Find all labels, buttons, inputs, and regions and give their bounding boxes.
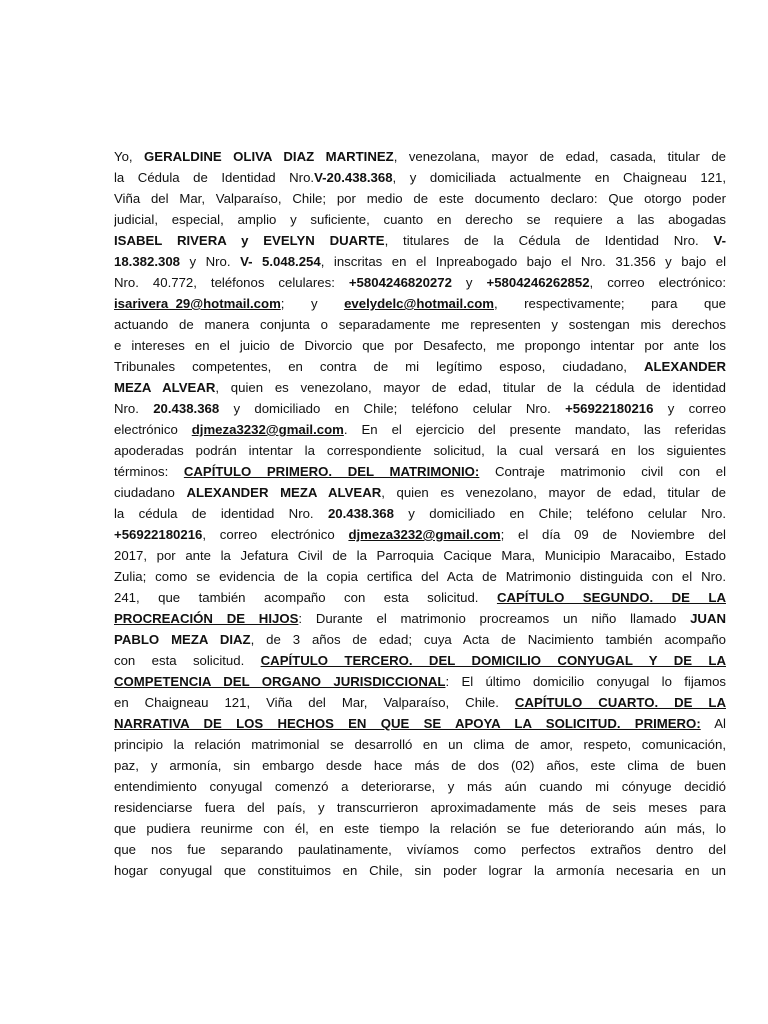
text-run: Nro. 40.772, teléfonos celulares:: [114, 275, 349, 290]
text-run: Al: [700, 716, 726, 731]
text-line: [114, 692, 726, 713]
underlined-text: CAPÍTULO SEGUNDO. DE LA: [496, 590, 726, 605]
text-line: [114, 587, 726, 608]
text-line: [114, 377, 726, 398]
text-run: actuando de manera conjunta o separadamente me representen y sostengan mis derechos: [114, 317, 726, 332]
underlined-text: COMPETENCIA DEL ORGANO JURISDICCIONAL: [114, 674, 446, 689]
text-line: [114, 209, 726, 230]
text-run: , quien es venezolano, mayor de edad, titular de: [381, 485, 726, 500]
bold-text: ISABEL RIVERA y EVELYN DUARTE: [114, 233, 385, 248]
text-run: en Chaigneau 121, Viña del Mar, Valparaíso, Chile.: [114, 695, 515, 710]
text-line: [114, 650, 726, 671]
text-line: [114, 734, 726, 755]
text-run: residenciarse fuera del país, y transcurrieron aproximadamente más de seis meses para: [114, 800, 726, 815]
text-run: ciudadano: [114, 485, 187, 500]
text-run: con esta solicitud.: [114, 653, 261, 668]
text-run: . En el ejercicio del presente mandato, las referidas: [343, 422, 726, 437]
text-line: [114, 293, 726, 314]
text-run: y domiciliado en Chile; teléfono celular Nro.: [219, 401, 566, 416]
text-run: 241, que también acompaño con esta solicitud.: [114, 590, 497, 605]
underlined-text: NARRATIVA DE LOS HECHOS EN QUE SE APOYA LA SOLICITUD. PRIMERO:: [114, 716, 701, 731]
bold-text: +5804246262852: [486, 275, 590, 290]
bold-text: V-: [713, 233, 726, 248]
text-line: [114, 188, 726, 209]
bold-text: V-20.438.368: [314, 170, 393, 185]
text-run: principio la relación matrimonial se desarrolló en un clima de amor, respeto, comunicación,: [114, 737, 726, 752]
bold-text: MEZA ALVEAR: [114, 380, 216, 395]
text-line: [114, 671, 726, 692]
text-line: [114, 503, 726, 524]
bold-text: 20.438.368: [153, 401, 220, 416]
text-run: y Nro.: [180, 254, 241, 269]
text-line: [114, 776, 726, 797]
text-run: hogar conyugal que constituimos en Chile, sin poder lograr la armonía necesaria en un: [114, 863, 726, 878]
text-run: y domiciliado en Chile; teléfono celular Nro.: [393, 506, 726, 521]
text-line: [114, 251, 726, 272]
text-line: [114, 524, 726, 545]
text-run: : Durante el matrimonio procreamos un niño llamado: [298, 611, 691, 626]
text-line: [114, 419, 726, 440]
underlined-text: CAPÍTULO PRIMERO. DEL MATRIMONIO:: [183, 464, 480, 479]
underlined-text: djmeza3232@gmail.com: [348, 527, 501, 542]
underlined-text: PROCREACIÓN DE HIJOS: [114, 611, 299, 626]
text-run: , quien es venezolano, mayor de edad, titular de la cédula de identidad: [215, 380, 726, 395]
document-body: [114, 146, 726, 881]
text-run: apoderadas podrán intentar la correspondiente solicitud, la cual versará en los siguientes: [114, 443, 726, 458]
text-line: [114, 230, 726, 251]
underlined-text: CAPÍTULO CUARTO. DE LA: [514, 695, 726, 710]
text-line: [114, 545, 726, 566]
text-line: [114, 272, 726, 293]
underlined-text: isarivera_29@hotmail.com: [114, 296, 281, 311]
text-line: [114, 335, 726, 356]
bold-text: +5804246820272: [348, 275, 452, 290]
text-run: entendimiento conyugal comenzó a deteriorarse, y más aún cuando mi cónyuge decidió: [114, 779, 726, 794]
text-run: , de 3 años de edad; cuya Acta de Nacimiento también acompaño: [250, 632, 726, 647]
text-run: que pudiera reunirme con él, en este tiempo la relación se fue deteriorando aún más, lo: [114, 821, 726, 836]
text-line: [114, 398, 726, 419]
bold-text: 20.438.368: [327, 506, 394, 521]
text-run: 2017, por ante la Jefatura Civil de la Parroquia Cacique Mara, Municipio Maracaibo, Estado: [114, 548, 726, 563]
underlined-text: CAPÍTULO TERCERO. DEL DOMICILIO CONYUGAL Y DE LA: [260, 653, 726, 668]
bold-text: +56922180216: [114, 527, 203, 542]
text-line: [114, 818, 726, 839]
text-line: [114, 797, 726, 818]
text-line: [114, 566, 726, 587]
bold-text: +56922180216: [565, 401, 654, 416]
bold-text: GERALDINE OLIVA DIAZ MARTINEZ: [144, 149, 394, 164]
text-line: [114, 356, 726, 377]
text-run: Viña del Mar, Valparaíso, Chile; por medio de este documento declaro: Que otorgo poder: [114, 191, 726, 206]
text-run: y correo: [653, 401, 726, 416]
text-line: [114, 755, 726, 776]
text-run: electrónico: [114, 422, 192, 437]
bold-text: ALEXANDER MEZA ALVEAR: [186, 485, 382, 500]
bold-text: ALEXANDER: [643, 359, 726, 374]
text-line: [114, 482, 726, 503]
text-line: [114, 167, 726, 188]
text-run: , titulares de la Cédula de Identidad Nro.: [384, 233, 714, 248]
bold-text: V- 5.048.254: [240, 254, 321, 269]
text-line: [114, 608, 726, 629]
text-run: Tribunales competentes, en contra de mi legítimo esposo, ciudadano,: [114, 359, 644, 374]
text-run: términos:: [114, 464, 184, 479]
text-line: [114, 839, 726, 860]
text-run: , y domiciliada actualmente en Chaigneau 121,: [392, 170, 726, 185]
text-line: [114, 146, 726, 167]
text-run: : El último domicilio conyugal lo fijamos: [445, 674, 726, 689]
bold-text: PABLO MEZA DIAZ: [114, 632, 251, 647]
text-run: e intereses en el juicio de Divorcio que por Desafecto, me propongo intentar por ante los: [114, 338, 726, 353]
text-run: , respectivamente; para que: [494, 296, 726, 311]
text-run: Contraje matrimonio civil con el: [479, 464, 726, 479]
text-run: Nro.: [114, 401, 154, 416]
text-run: Yo,: [114, 149, 145, 164]
text-run: que nos fue separando paulatinamente, vivíamos como perfectos extraños dentro del: [114, 842, 726, 857]
text-run: , correo electrónico: [202, 527, 349, 542]
text-run: y: [451, 275, 487, 290]
text-run: ; y: [280, 296, 345, 311]
bold-text: JUAN: [690, 611, 726, 626]
text-line: [114, 713, 726, 734]
text-run: judicial, especial, amplio y suficiente, cuanto en derecho se requiere a las abogadas: [114, 212, 726, 227]
text-run: , venezolana, mayor de edad, casada, titular de: [393, 149, 726, 164]
text-line: [114, 461, 726, 482]
text-run: la cédula de identidad Nro.: [114, 506, 328, 521]
underlined-text: evelydelc@hotmail.com: [344, 296, 494, 311]
text-line: [114, 440, 726, 461]
text-line: [114, 860, 726, 881]
text-run: Zulia; como se evidencia de la copia certifica del Acta de Matrimonio distinguida con el Nro.: [114, 569, 726, 584]
text-line: [114, 314, 726, 335]
text-run: , inscritas en el Inpreabogado bajo el Nro. 31.356 y bajo el: [320, 254, 726, 269]
text-run: la Cédula de Identidad Nro.: [114, 170, 315, 185]
text-run: , correo electrónico:: [589, 275, 726, 290]
underlined-text: djmeza3232@gmail.com: [191, 422, 344, 437]
text-run: paz, y armonía, sin embargo desde hace más de dos (02) años, este clima de buen: [114, 758, 726, 773]
text-line: [114, 629, 726, 650]
text-run: ; el día 09 de Noviembre del: [500, 527, 726, 542]
bold-text: 18.382.308: [114, 254, 181, 269]
